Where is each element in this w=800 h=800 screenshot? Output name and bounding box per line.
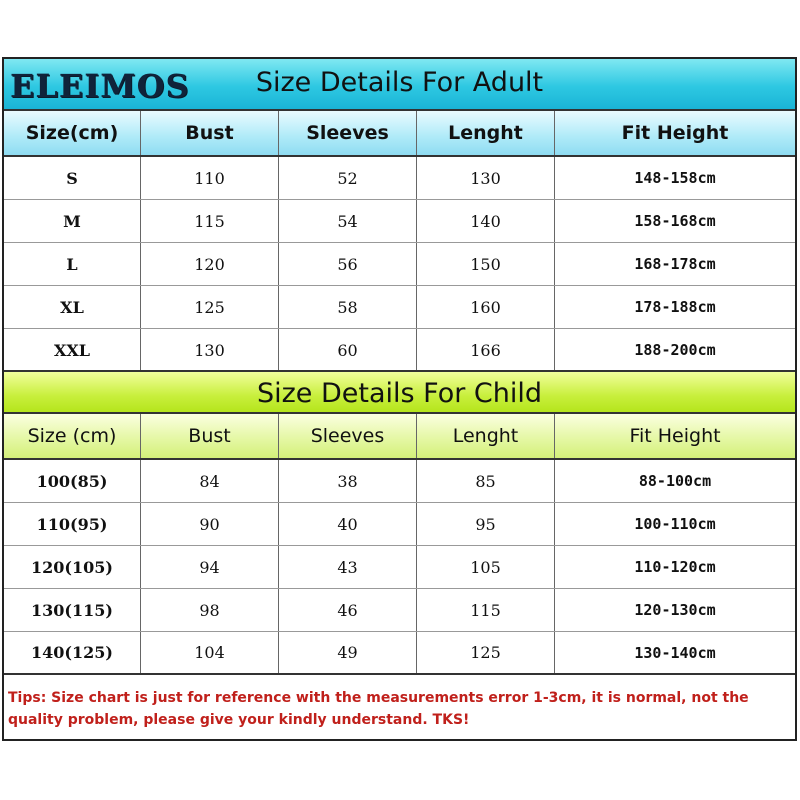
child-row [4, 632, 795, 675]
fit-height-cell: 120-130cm [634, 601, 716, 619]
size-cell: 110(95) [4, 503, 141, 545]
size-cell: S [4, 157, 141, 199]
child-header-bust: Bust [141, 414, 279, 458]
child-row [4, 460, 795, 503]
adult-row [4, 200, 795, 243]
adult-header-sleeves: Sleeves [279, 111, 417, 155]
length-cell: 160 [417, 286, 555, 328]
sleeves-cell: 46 [279, 589, 417, 631]
adult-header-fit-height: Fit Height [621, 122, 729, 144]
child-title: Size Details For Child [256, 378, 543, 409]
tips-note: Tips: Size chart is just for reference with the measurements error 1-3cm, it is normal, not the quality problem, please give your kindly understand. TKS! [8, 690, 749, 728]
adult-row [4, 286, 795, 329]
sleeves-cell: 49 [279, 632, 417, 673]
sleeves-cell: 60 [279, 329, 417, 371]
size-chart [2, 57, 797, 741]
length-cell: 95 [417, 503, 555, 545]
sleeves-cell: 54 [279, 200, 417, 242]
size-cell: XXL [4, 329, 141, 371]
child-header-fit-height: Fit Height [629, 425, 721, 447]
sleeves-cell: 52 [279, 157, 417, 199]
fit-height-cell: 130-140cm [634, 643, 716, 662]
child-header-size: Size (cm) [4, 414, 141, 458]
bust-cell: 84 [141, 460, 279, 502]
fit-height-cell: 158-168cm [634, 212, 716, 230]
fit-height-cell: 88-100cm [638, 472, 712, 490]
bust-cell: 104 [141, 632, 279, 673]
size-cell: XL [4, 286, 141, 328]
adult-header-length: Lenght [417, 111, 555, 155]
adult-header-row [4, 111, 795, 157]
length-cell: 166 [417, 329, 555, 371]
size-cell: 140(125) [4, 632, 141, 673]
length-cell: 85 [417, 460, 555, 502]
bust-cell: 90 [141, 503, 279, 545]
fit-height-cell: 148-158cm [634, 169, 716, 187]
brand-logo: ELEIMOS [10, 67, 190, 105]
length-cell: 105 [417, 546, 555, 588]
size-cell: L [4, 243, 141, 285]
length-cell: 115 [417, 589, 555, 631]
sleeves-cell: 58 [279, 286, 417, 328]
fit-height-cell: 168-178cm [634, 255, 716, 273]
bust-cell: 110 [141, 157, 279, 199]
adult-header-bust: Bust [141, 111, 279, 155]
adult-title-bar [4, 59, 795, 111]
sleeves-cell: 38 [279, 460, 417, 502]
bust-cell: 130 [141, 329, 279, 371]
fit-height-cell: 110-120cm [634, 558, 716, 576]
length-cell: 140 [417, 200, 555, 242]
child-row [4, 589, 795, 632]
adult-title: Size Details For Adult [255, 67, 544, 98]
fit-height-cell: 100-110cm [634, 515, 716, 533]
size-cell: M [4, 200, 141, 242]
size-cell: 130(115) [4, 589, 141, 631]
sleeves-cell: 43 [279, 546, 417, 588]
fit-height-cell: 178-188cm [634, 298, 716, 316]
bust-cell: 115 [141, 200, 279, 242]
adult-row [4, 157, 795, 200]
size-cell: 120(105) [4, 546, 141, 588]
length-cell: 125 [417, 632, 555, 673]
child-row [4, 503, 795, 546]
bust-cell: 120 [141, 243, 279, 285]
sleeves-cell: 56 [279, 243, 417, 285]
child-header-sleeves: Sleeves [279, 414, 417, 458]
length-cell: 130 [417, 157, 555, 199]
sleeves-cell: 40 [279, 503, 417, 545]
child-header-length: Lenght [417, 414, 555, 458]
bust-cell: 94 [141, 546, 279, 588]
length-cell: 150 [417, 243, 555, 285]
fit-height-cell: 188-200cm [634, 341, 716, 359]
adult-row [4, 243, 795, 286]
adult-header-size: Size(cm) [4, 111, 141, 155]
child-row [4, 546, 795, 589]
size-cell: 100(85) [4, 460, 141, 502]
adult-row [4, 329, 795, 372]
child-header-row [4, 414, 795, 460]
child-title-bar [4, 370, 795, 414]
bust-cell: 98 [141, 589, 279, 631]
bust-cell: 125 [141, 286, 279, 328]
